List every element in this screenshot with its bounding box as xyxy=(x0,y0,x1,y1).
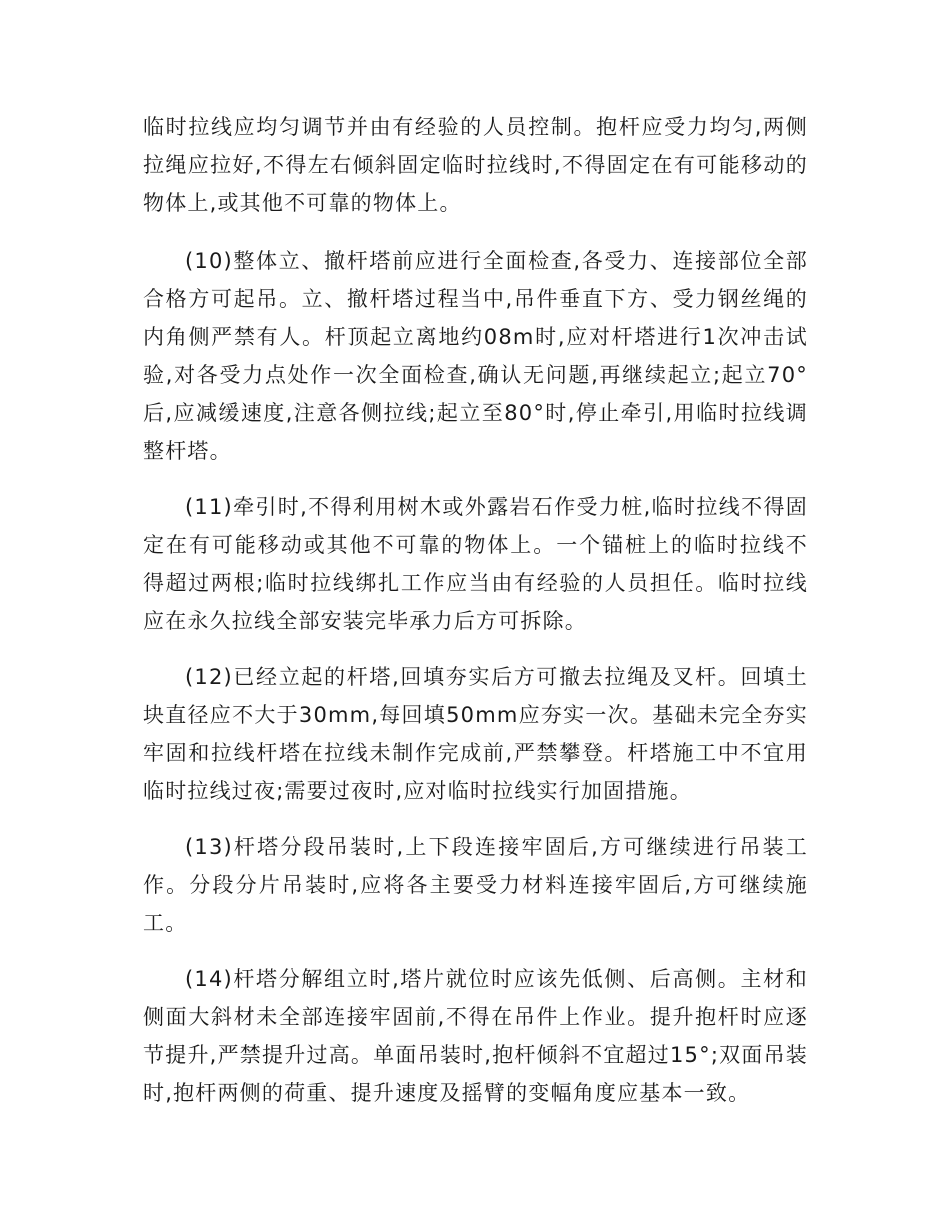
paragraph-item-11: (11)牵引时,不得利用树木或外露岩石作受力桩,临时拉线不得固定在有可能移动或其他不可靠的物体上。一个锚桩上的临时拉线不得超过两根;临时拉线绑扎工作应当由有经验的人员担任。临时拉线应在永久拉线全部安装完毕承力后方可拆除。 xyxy=(143,495,808,633)
paragraph-item-12: (12)已经立起的杆塔,回填夯实后方可撤去拉绳及叉杆。回填土块直径应不大于30mm,每回填50mm应夯实一次。基础未完全夯实牢固和拉线杆塔在拉线未制作完成前,严禁攀登。杆塔施工中不宜用临时拉线过夜;需要过夜时,应对临时拉线实行加固措施。 xyxy=(143,665,808,803)
paragraph-item-13: (13)杆塔分段吊装时,上下段连接牢固后,方可继续进行吊装工作。分段分片吊装时,应将各主要受力材料连接牢固后,方可继续施工。 xyxy=(143,835,808,935)
paragraph-continuation: 临时拉线应均匀调节并由有经验的人员控制。抱杆应受力均匀,两侧拉绳应拉好,不得左右倾斜固定临时拉线时,不得固定在有可能移动的物体上,或其他不可靠的物体上。 xyxy=(143,115,808,215)
paragraph-item-14: (14)杆塔分解组立时,塔片就位时应该先低侧、后高侧。主材和侧面大斜材未全部连接牢固前,不得在吊件上作业。提升抱杆时应逐节提升,严禁提升过高。单面吊装时,抱杆倾斜不宜超过15°;双面吊装时,抱杆两侧的荷重、提升速度及摇臂的变幅角度应基本一致。 xyxy=(143,967,808,1105)
paragraph-item-10: (10)整体立、撤杆塔前应进行全面检查,各受力、连接部位全部合格方可起吊。立、撤杆塔过程当中,吊件垂直下方、受力钢丝绳的内角侧严禁有人。杆顶起立离地约08m时,应对杆塔进行1次冲击试验,对各受力点处作一次全面检查,确认无问题,再继续起立;起立70°后,应减缓速度,注意各侧拉线;起立至80°时,停止牵引,用临时拉线调整杆塔。 xyxy=(143,249,808,463)
document-body xyxy=(143,108,808,1130)
